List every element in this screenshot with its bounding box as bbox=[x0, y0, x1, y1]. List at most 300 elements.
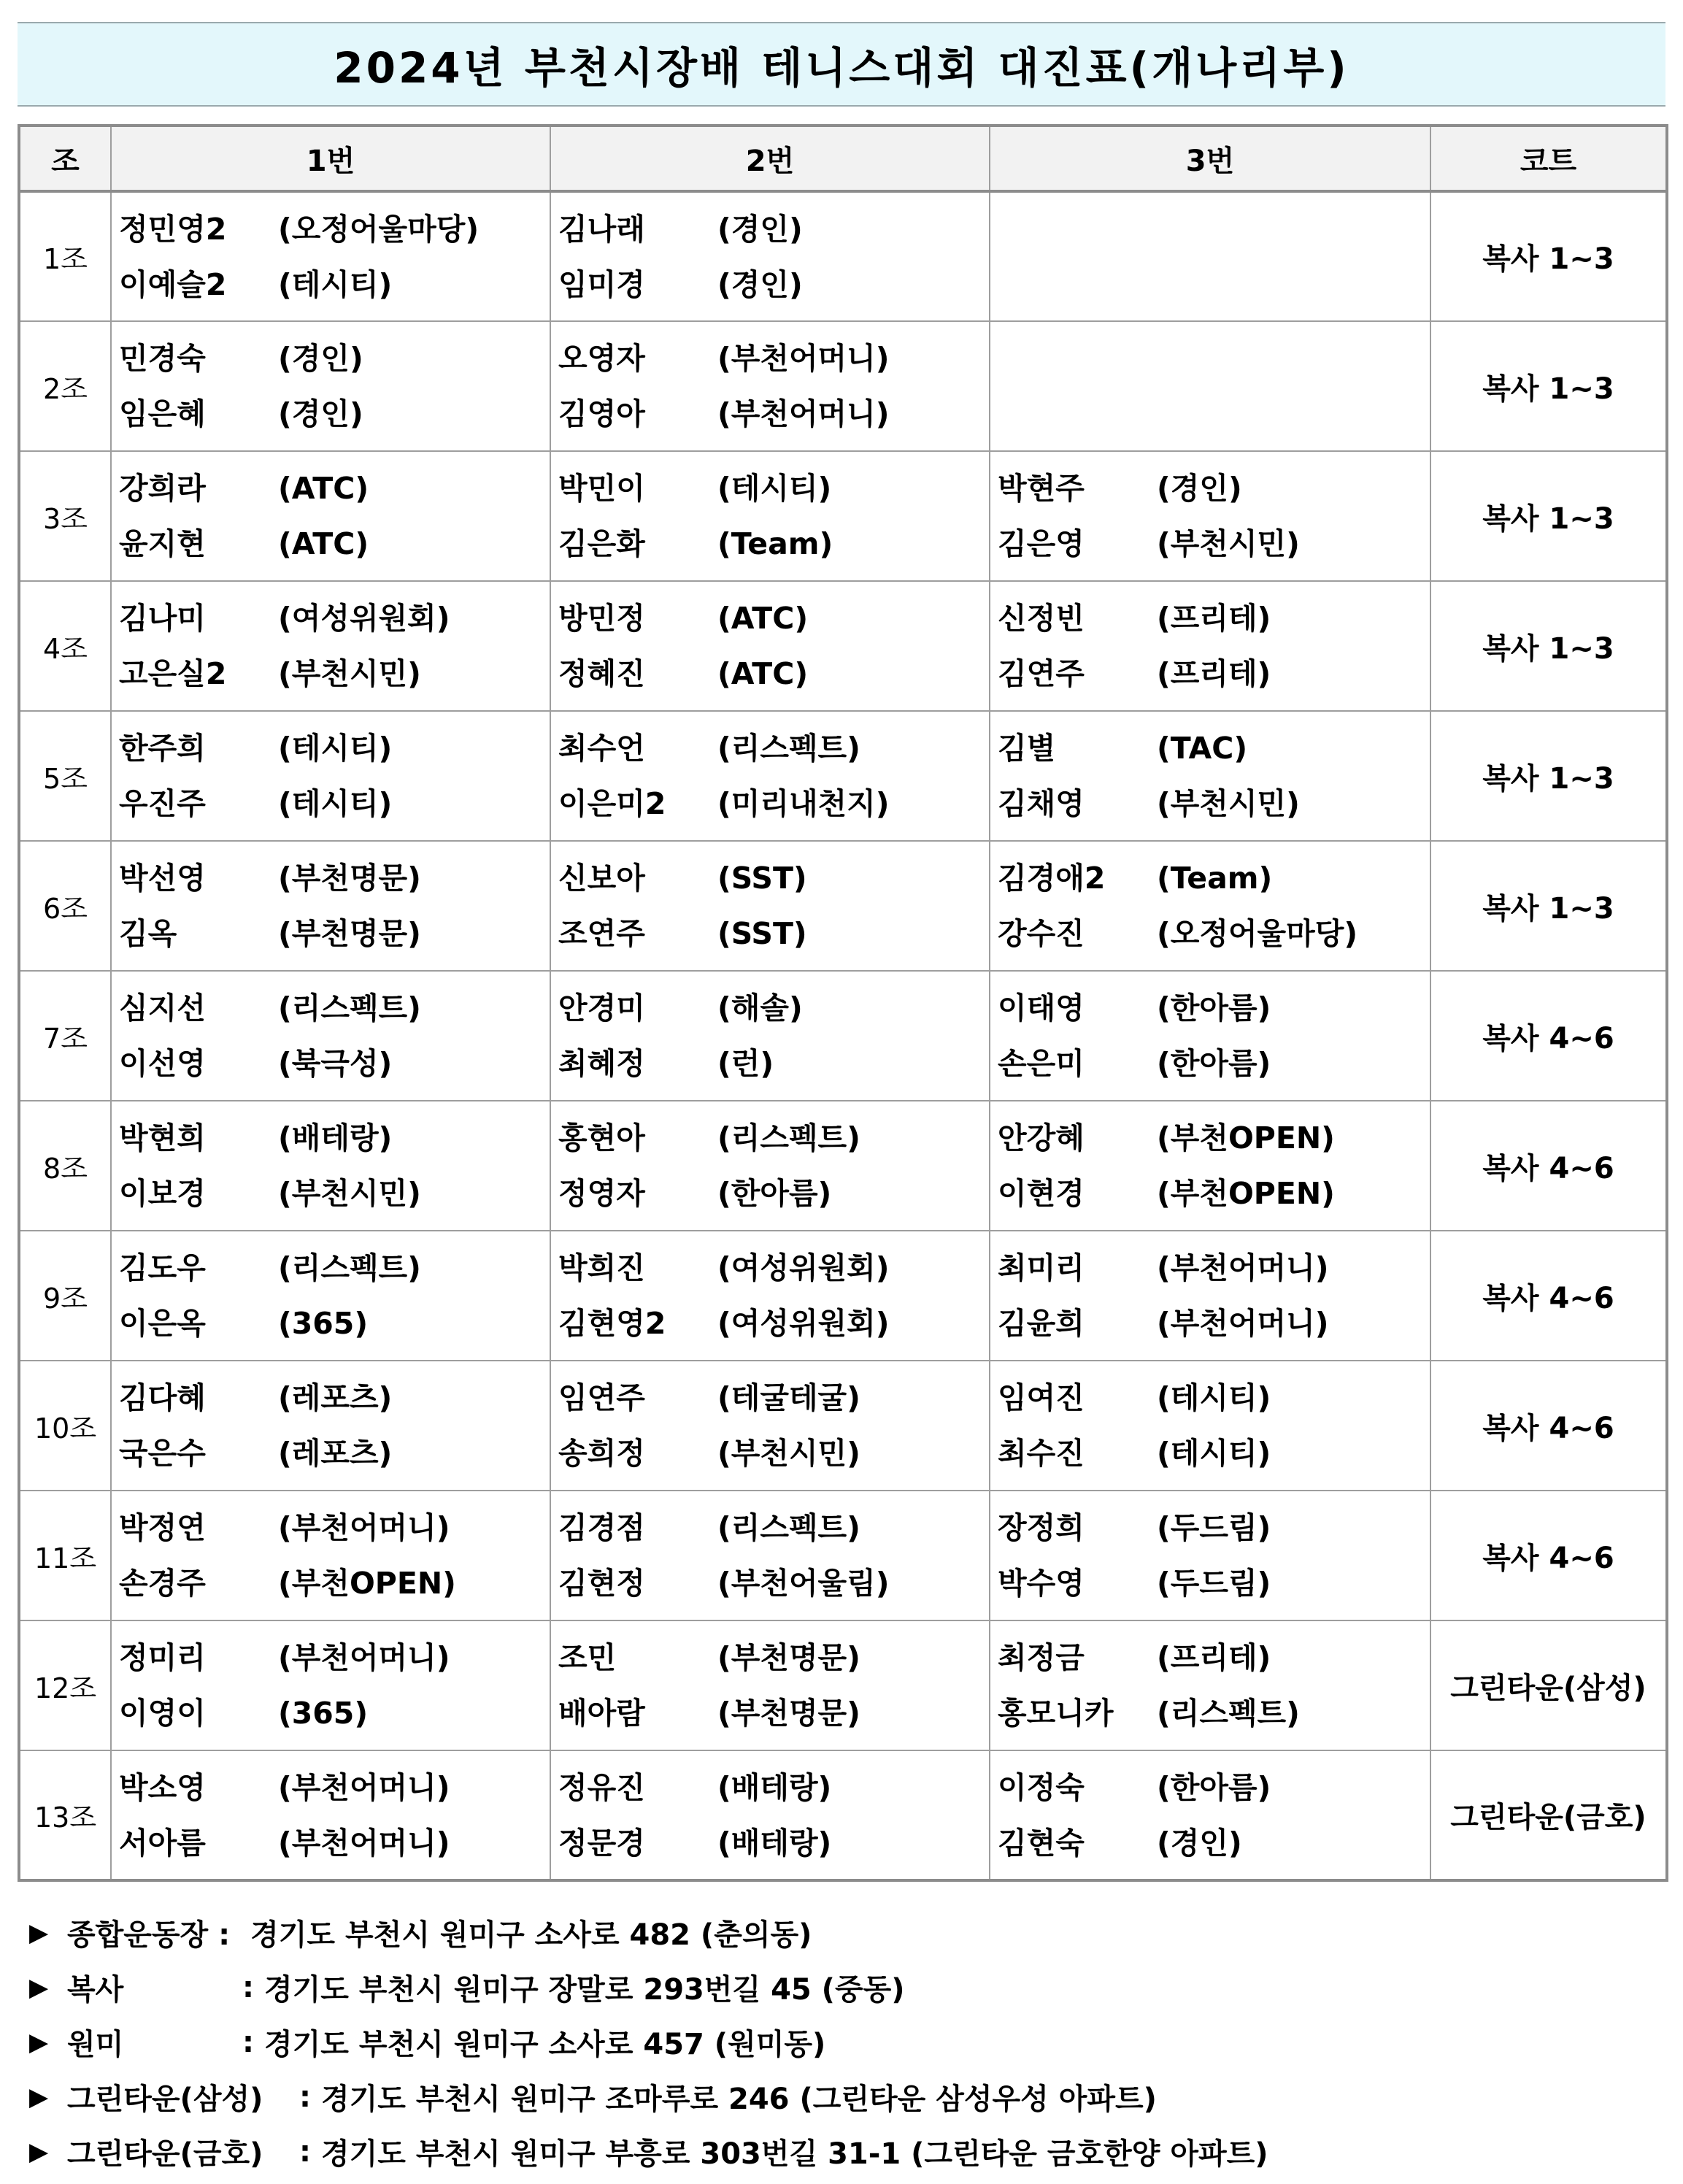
header-group: 조 bbox=[19, 126, 111, 191]
player-entry bbox=[119, 1562, 550, 1604]
player-club: (런) bbox=[717, 1046, 774, 1081]
table-row bbox=[19, 191, 1667, 321]
team-pair bbox=[990, 721, 1430, 831]
team-cell bbox=[111, 1101, 550, 1231]
team-cell bbox=[550, 1101, 990, 1231]
player-name: 김옥 bbox=[119, 916, 177, 951]
group-label: 1조 bbox=[19, 191, 111, 321]
player-entry bbox=[119, 1692, 550, 1734]
player-name: 김연주 bbox=[998, 656, 1085, 691]
player-entry bbox=[558, 912, 989, 955]
group-label: 13조 bbox=[19, 1750, 111, 1880]
player-name: 정문경 bbox=[558, 1825, 645, 1861]
player-name: 고은실2 bbox=[119, 656, 227, 691]
table-row bbox=[19, 451, 1667, 581]
player-club: (여성위원회) bbox=[278, 601, 450, 636]
player-name: 김현영2 bbox=[558, 1306, 666, 1341]
player-club: (레포츠) bbox=[278, 1380, 393, 1415]
team-pair bbox=[990, 1501, 1430, 1610]
table-row bbox=[19, 1620, 1667, 1750]
player-entry bbox=[998, 1562, 1430, 1604]
player-name: 최수언 bbox=[558, 731, 645, 766]
player-club: (여성위원회) bbox=[717, 1306, 890, 1341]
player-club: (리스펙트) bbox=[1157, 1696, 1300, 1731]
team-pair bbox=[112, 461, 550, 571]
player-name: 방민정 bbox=[558, 601, 645, 636]
player-entry bbox=[119, 1507, 550, 1549]
group-label: 7조 bbox=[19, 971, 111, 1101]
court-label: 그린타운(금호) bbox=[1430, 1750, 1667, 1880]
group-label: 12조 bbox=[19, 1620, 111, 1750]
player-entry bbox=[998, 597, 1430, 639]
player-club: (부천시민) bbox=[278, 656, 421, 691]
court-label: 복사 1~3 bbox=[1430, 581, 1667, 711]
player-entry bbox=[119, 597, 550, 639]
player-entry bbox=[558, 987, 989, 1029]
player-name: 김채영 bbox=[998, 786, 1085, 821]
player-club: (한아름) bbox=[1157, 1046, 1271, 1081]
team-cell bbox=[550, 1491, 990, 1620]
player-name: 이은옥 bbox=[119, 1306, 206, 1341]
team-pair bbox=[990, 851, 1430, 961]
player-entry bbox=[119, 857, 550, 899]
player-name: 이예슬2 bbox=[119, 266, 227, 302]
arrow-icon: ▶ bbox=[29, 2137, 49, 2166]
team-pair bbox=[551, 1241, 989, 1350]
court-label: 복사 4~6 bbox=[1430, 1491, 1667, 1620]
header-court: 코트 bbox=[1430, 126, 1667, 191]
player-club: (부천명문) bbox=[717, 1640, 860, 1675]
player-club: (레포츠) bbox=[278, 1436, 393, 1471]
player-entry bbox=[558, 727, 989, 769]
player-entry bbox=[998, 857, 1430, 899]
group-label: 9조 bbox=[19, 1231, 111, 1361]
team-pair bbox=[551, 1501, 989, 1610]
player-entry bbox=[558, 1822, 989, 1864]
player-name: 박현희 bbox=[119, 1120, 206, 1156]
bracket-table bbox=[18, 124, 1668, 1882]
player-name: 이영이 bbox=[119, 1696, 206, 1731]
team-pair bbox=[112, 1761, 550, 1870]
team-cell bbox=[990, 451, 1430, 581]
player-club: (부천OPEN) bbox=[278, 1566, 456, 1601]
team-cell bbox=[111, 1491, 550, 1620]
team-pair bbox=[990, 461, 1430, 571]
team-pair bbox=[990, 981, 1430, 1091]
player-name: 박수영 bbox=[998, 1566, 1085, 1601]
player-entry bbox=[119, 653, 550, 695]
team-pair bbox=[990, 1761, 1430, 1870]
player-club: (한아름) bbox=[1157, 991, 1271, 1026]
team-cell bbox=[111, 1361, 550, 1491]
team-cell bbox=[550, 1231, 990, 1361]
player-club: (SST) bbox=[717, 916, 807, 951]
player-entry bbox=[119, 523, 550, 565]
player-name: 우진주 bbox=[119, 786, 206, 821]
player-entry bbox=[119, 1766, 550, 1809]
venue-address: 경기도 부천시 원미구 소사로 457 (원미동) bbox=[264, 2028, 826, 2061]
player-club: (부천어머니) bbox=[717, 341, 890, 376]
header-row bbox=[19, 126, 1667, 191]
player-name: 이선영 bbox=[119, 1046, 206, 1081]
player-name: 정유진 bbox=[558, 1769, 645, 1805]
player-name: 김은화 bbox=[558, 526, 645, 561]
team-cell bbox=[550, 711, 990, 841]
court-label: 복사 1~3 bbox=[1430, 711, 1667, 841]
court-label: 복사 1~3 bbox=[1430, 191, 1667, 321]
team-cell bbox=[990, 1750, 1430, 1880]
player-club: (ATC) bbox=[717, 656, 809, 691]
player-entry bbox=[558, 1432, 989, 1474]
player-name: 최혜정 bbox=[558, 1046, 645, 1081]
player-name: 임미경 bbox=[558, 266, 645, 302]
table-row bbox=[19, 1231, 1667, 1361]
player-entry bbox=[998, 987, 1430, 1029]
player-entry bbox=[119, 1117, 550, 1159]
arrow-icon: ▶ bbox=[29, 1972, 49, 2002]
player-entry bbox=[558, 1692, 989, 1734]
player-entry bbox=[998, 1692, 1430, 1734]
player-club: (TAC) bbox=[1157, 731, 1248, 766]
table-row bbox=[19, 581, 1667, 711]
player-name: 김다혜 bbox=[119, 1380, 206, 1415]
group-label: 5조 bbox=[19, 711, 111, 841]
player-entry bbox=[558, 597, 989, 639]
player-name: 임은혜 bbox=[119, 396, 206, 431]
team-pair bbox=[551, 1631, 989, 1740]
court-label: 복사 1~3 bbox=[1430, 451, 1667, 581]
player-entry bbox=[998, 467, 1430, 510]
table-row bbox=[19, 1101, 1667, 1231]
team-pair bbox=[990, 1111, 1430, 1220]
player-entry bbox=[558, 1247, 989, 1289]
court-label: 복사 4~6 bbox=[1430, 971, 1667, 1101]
player-club: (리스펙트) bbox=[717, 1510, 860, 1545]
team-pair bbox=[551, 461, 989, 571]
player-name: 손경주 bbox=[119, 1566, 206, 1601]
player-name: 최수진 bbox=[998, 1436, 1085, 1471]
player-name: 정미리 bbox=[119, 1640, 206, 1675]
player-name: 윤지현 bbox=[119, 526, 206, 561]
court-label: 복사 4~6 bbox=[1430, 1231, 1667, 1361]
team-pair bbox=[112, 1501, 550, 1610]
player-entry bbox=[119, 727, 550, 769]
player-entry bbox=[998, 1247, 1430, 1289]
player-entry bbox=[119, 337, 550, 380]
venue-separator: : bbox=[242, 1970, 254, 2004]
player-name: 최정금 bbox=[998, 1640, 1085, 1675]
team-cell bbox=[111, 451, 550, 581]
team-cell bbox=[550, 1361, 990, 1491]
player-entry bbox=[119, 783, 550, 825]
player-club: (부천명문) bbox=[278, 861, 421, 896]
court-label: 복사 4~6 bbox=[1430, 1101, 1667, 1231]
team-pair bbox=[990, 1241, 1430, 1350]
player-entry bbox=[998, 1302, 1430, 1345]
venue-name: 원미 bbox=[67, 2028, 124, 2061]
player-club: (부천어머니) bbox=[278, 1825, 450, 1861]
player-name: 박소영 bbox=[119, 1769, 206, 1805]
player-entry bbox=[998, 653, 1430, 695]
page-title: 2024년 부천시장배 테니스대회 대진표(개나리부) bbox=[334, 43, 1349, 93]
venue-address: 경기도 부천시 원미구 소사로 482 (춘의동) bbox=[250, 1918, 812, 1952]
team-pair bbox=[112, 981, 550, 1091]
player-club: (ATC) bbox=[717, 601, 809, 636]
player-name: 한주희 bbox=[119, 731, 206, 766]
header-team2: 2번 bbox=[550, 126, 990, 191]
venue-name: 그린타운(삼성) bbox=[67, 2083, 263, 2116]
team-cell bbox=[550, 191, 990, 321]
team-pair bbox=[551, 591, 989, 701]
player-club: (부천어머니) bbox=[278, 1510, 450, 1545]
team-cell bbox=[111, 1750, 550, 1880]
player-entry bbox=[998, 523, 1430, 565]
player-entry bbox=[558, 523, 989, 565]
player-name: 국은수 bbox=[119, 1436, 206, 1471]
table-row bbox=[19, 321, 1667, 451]
player-name: 김윤희 bbox=[998, 1306, 1085, 1341]
player-entry bbox=[998, 1507, 1430, 1549]
player-name: 정민영2 bbox=[119, 211, 227, 247]
team-pair bbox=[551, 851, 989, 961]
player-name: 서아름 bbox=[119, 1825, 206, 1861]
player-club: (부천시민) bbox=[278, 1176, 421, 1211]
player-entry bbox=[558, 857, 989, 899]
court-label: 복사 4~6 bbox=[1430, 1361, 1667, 1491]
player-entry bbox=[558, 1302, 989, 1345]
player-club: (여성위원회) bbox=[717, 1250, 890, 1285]
player-name: 배아람 bbox=[558, 1696, 645, 1731]
player-name: 김도우 bbox=[119, 1250, 206, 1285]
player-name: 이태영 bbox=[998, 991, 1085, 1026]
player-name: 김현숙 bbox=[998, 1825, 1085, 1861]
player-name: 박현주 bbox=[998, 471, 1085, 506]
player-name: 조연주 bbox=[558, 916, 645, 951]
team-pair bbox=[990, 1371, 1430, 1480]
player-name: 안경미 bbox=[558, 991, 645, 1026]
player-club: (365) bbox=[278, 1306, 369, 1341]
team-cell bbox=[550, 1750, 990, 1880]
player-entry bbox=[119, 264, 550, 306]
player-name: 민경숙 bbox=[119, 341, 206, 376]
player-name: 이현경 bbox=[998, 1176, 1085, 1211]
player-club: (오정어울마당) bbox=[278, 211, 480, 247]
player-name: 신정빈 bbox=[998, 601, 1085, 636]
team-cell bbox=[111, 1231, 550, 1361]
table-row bbox=[19, 841, 1667, 971]
table-row bbox=[19, 1361, 1667, 1491]
team-cell bbox=[550, 451, 990, 581]
player-club: (오정어울마당) bbox=[1157, 916, 1358, 951]
team-cell bbox=[111, 711, 550, 841]
venue-address: 경기도 부천시 원미구 조마루로 246 (그린타운 삼성우성 아파트) bbox=[321, 2083, 1157, 2116]
player-entry bbox=[119, 1172, 550, 1215]
team-pair bbox=[551, 1111, 989, 1220]
player-name: 이정숙 bbox=[998, 1769, 1085, 1805]
team-cell bbox=[990, 841, 1430, 971]
player-entry bbox=[119, 987, 550, 1029]
table-row bbox=[19, 1491, 1667, 1620]
team-pair bbox=[112, 202, 550, 312]
player-club: (테시티) bbox=[278, 731, 393, 766]
player-name: 임연주 bbox=[558, 1380, 645, 1415]
team-cell bbox=[990, 711, 1430, 841]
venue-item bbox=[29, 2069, 1664, 2124]
team-pair bbox=[112, 1631, 550, 1740]
player-entry bbox=[558, 1766, 989, 1809]
team-cell bbox=[550, 581, 990, 711]
venue-name: 복사 bbox=[67, 1973, 124, 2007]
table-row bbox=[19, 711, 1667, 841]
venue-address: 경기도 부천시 원미구 장말로 293번길 45 (중동) bbox=[264, 1973, 905, 2007]
team-pair bbox=[551, 721, 989, 831]
player-entry bbox=[558, 653, 989, 695]
court-label: 복사 1~3 bbox=[1430, 841, 1667, 971]
player-club: (프리테) bbox=[1157, 601, 1271, 636]
player-entry bbox=[558, 1562, 989, 1604]
player-club: (테시티) bbox=[278, 266, 393, 302]
player-club: (테시티) bbox=[1157, 1380, 1271, 1415]
player-name: 김영아 bbox=[558, 396, 645, 431]
bracket-body bbox=[19, 191, 1667, 1880]
player-club: (경인) bbox=[278, 396, 363, 431]
player-name: 정혜진 bbox=[558, 656, 645, 691]
venue-separator: : bbox=[242, 2025, 254, 2059]
team-cell bbox=[990, 321, 1430, 451]
team-cell bbox=[111, 191, 550, 321]
court-label: 복사 1~3 bbox=[1430, 321, 1667, 451]
player-club: (미리내천지) bbox=[717, 786, 890, 821]
player-club: (프리테) bbox=[1157, 1640, 1271, 1675]
player-club: (365) bbox=[278, 1696, 369, 1731]
player-entry bbox=[119, 1432, 550, 1474]
player-club: (부천어머니) bbox=[278, 1640, 450, 1675]
team-pair bbox=[112, 1241, 550, 1350]
player-club: (경인) bbox=[278, 341, 363, 376]
team-pair bbox=[551, 202, 989, 312]
group-label: 10조 bbox=[19, 1361, 111, 1491]
venue-list bbox=[29, 1905, 1664, 2179]
player-entry bbox=[998, 912, 1430, 955]
table-row bbox=[19, 1750, 1667, 1880]
player-club: (부천OPEN) bbox=[1157, 1176, 1335, 1211]
team-cell bbox=[990, 1491, 1430, 1620]
player-name: 김경점 bbox=[558, 1510, 645, 1545]
player-club: (테시티) bbox=[278, 786, 393, 821]
player-club: (경인) bbox=[1157, 1825, 1242, 1861]
player-club: (테시티) bbox=[717, 471, 832, 506]
player-club: (테굴테굴) bbox=[717, 1380, 860, 1415]
venue-item bbox=[29, 1960, 1664, 2015]
player-entry bbox=[119, 1247, 550, 1289]
player-entry bbox=[119, 208, 550, 250]
player-entry bbox=[998, 1042, 1430, 1085]
player-name: 안강혜 bbox=[998, 1120, 1085, 1156]
player-entry bbox=[558, 208, 989, 250]
player-club: (부천시민) bbox=[1157, 526, 1300, 561]
team-cell bbox=[550, 1620, 990, 1750]
venue-item bbox=[29, 2124, 1664, 2179]
player-club: (부천OPEN) bbox=[1157, 1120, 1335, 1156]
player-name: 정영자 bbox=[558, 1176, 645, 1211]
team-cell bbox=[111, 1620, 550, 1750]
player-club: (ATC) bbox=[278, 471, 369, 506]
player-entry bbox=[119, 1822, 550, 1864]
player-club: (두드림) bbox=[1157, 1510, 1271, 1545]
team-cell bbox=[111, 841, 550, 971]
player-entry bbox=[998, 1172, 1430, 1215]
player-club: (경인) bbox=[1157, 471, 1242, 506]
player-entry bbox=[998, 1822, 1430, 1864]
team-pair bbox=[990, 331, 1430, 441]
team-pair bbox=[551, 331, 989, 441]
player-name: 김나래 bbox=[558, 211, 645, 247]
title-banner bbox=[18, 22, 1665, 107]
player-name: 최미리 bbox=[998, 1250, 1085, 1285]
player-club: (부천시민) bbox=[1157, 786, 1300, 821]
player-club: (배테랑) bbox=[717, 1769, 832, 1805]
player-name: 조민 bbox=[558, 1640, 617, 1675]
group-label: 2조 bbox=[19, 321, 111, 451]
court-label: 그린타운(삼성) bbox=[1430, 1620, 1667, 1750]
player-entry bbox=[558, 1377, 989, 1419]
team-pair bbox=[551, 981, 989, 1091]
team-pair bbox=[112, 851, 550, 961]
player-name: 김경애2 bbox=[998, 861, 1106, 896]
team-cell bbox=[990, 1361, 1430, 1491]
player-club: (부천시민) bbox=[717, 1436, 860, 1471]
player-club: (경인) bbox=[717, 266, 803, 302]
player-club: (두드림) bbox=[1157, 1566, 1271, 1601]
table-row bbox=[19, 971, 1667, 1101]
player-club: (부천명문) bbox=[717, 1696, 860, 1731]
player-entry bbox=[119, 1637, 550, 1679]
team-pair bbox=[112, 721, 550, 831]
team-cell bbox=[990, 581, 1430, 711]
player-entry bbox=[119, 467, 550, 510]
team-cell bbox=[550, 841, 990, 971]
player-entry bbox=[558, 1042, 989, 1085]
team-cell bbox=[550, 971, 990, 1101]
player-entry bbox=[119, 393, 550, 435]
player-entry bbox=[119, 912, 550, 955]
player-name: 손은미 bbox=[998, 1046, 1085, 1081]
player-club: (배테랑) bbox=[278, 1120, 393, 1156]
player-entry bbox=[558, 1637, 989, 1679]
player-name: 김은영 bbox=[998, 526, 1085, 561]
player-club: (북극성) bbox=[278, 1046, 393, 1081]
player-entry bbox=[998, 1432, 1430, 1474]
player-entry bbox=[998, 1637, 1430, 1679]
player-name: 박희진 bbox=[558, 1250, 645, 1285]
player-entry bbox=[119, 1302, 550, 1345]
player-club: (부천어울림) bbox=[717, 1566, 890, 1601]
player-name: 이보경 bbox=[119, 1176, 206, 1211]
team-cell bbox=[111, 971, 550, 1101]
player-club: (부천어머니) bbox=[278, 1769, 450, 1805]
player-club: (리스펙트) bbox=[717, 731, 860, 766]
team-pair bbox=[990, 591, 1430, 701]
header-team1: 1번 bbox=[111, 126, 550, 191]
player-name: 강수진 bbox=[998, 916, 1085, 951]
team-pair bbox=[551, 1371, 989, 1480]
venue-name: 그린타운(금호) bbox=[67, 2137, 263, 2171]
player-club: (리스펙트) bbox=[278, 1250, 421, 1285]
player-entry bbox=[558, 467, 989, 510]
player-club: (한아름) bbox=[717, 1176, 832, 1211]
player-club: (리스펙트) bbox=[717, 1120, 860, 1156]
player-club: (배테랑) bbox=[717, 1825, 832, 1861]
